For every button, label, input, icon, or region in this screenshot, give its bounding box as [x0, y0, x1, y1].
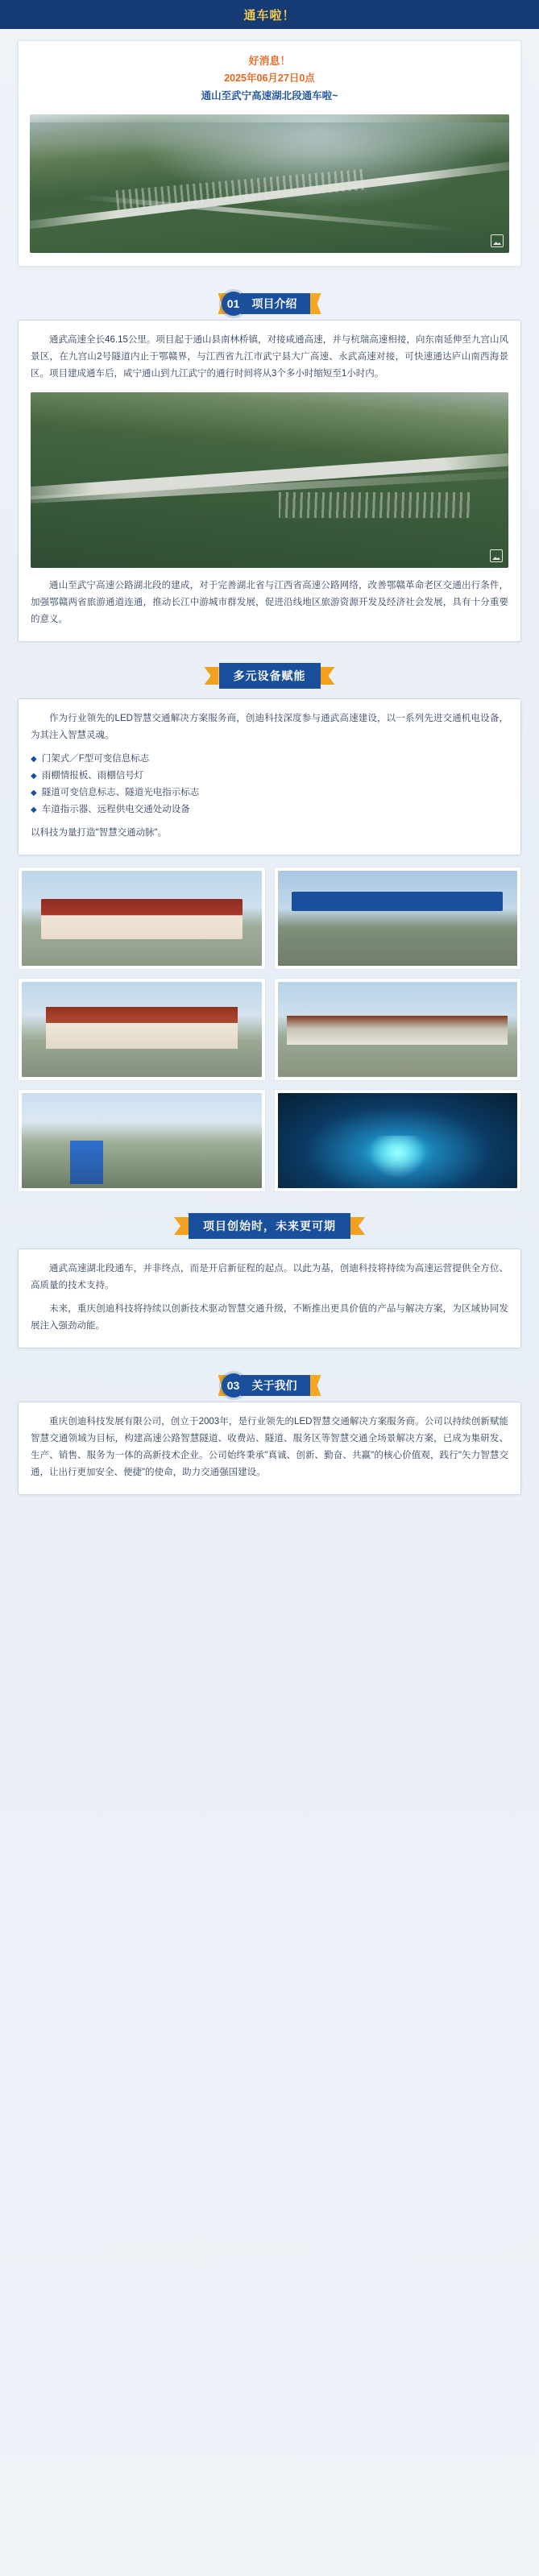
ribbon-tail-icon	[309, 1375, 321, 1396]
device-bullet-2-label: 雨棚情报板、雨棚信号灯	[41, 771, 144, 781]
hero-photo-highway	[30, 158, 509, 231]
devices-card	[18, 698, 521, 855]
ribbon-03	[218, 1373, 321, 1398]
outlook-paragraph-2: 未来，重庆创迪科技将持续以创新技术驱动智慧交通升级，不断推出更具价值的产品与解决方案，为区域协同发展注入强劲动能。	[31, 1304, 508, 1331]
section-title-02: 多元设备赋能	[219, 663, 321, 689]
hero-line-3: 通山至武宁高速湖北段通车啦~	[201, 90, 338, 101]
gallery-photo-6	[278, 1093, 518, 1188]
top-banner	[0, 0, 539, 29]
diamond-icon: ◆	[31, 789, 37, 797]
section-header-01	[0, 288, 539, 320]
section-header-mid	[0, 1213, 539, 1239]
device-bullet-3	[31, 785, 508, 801]
hero-line-2: 2025年06月27日0点	[224, 72, 315, 84]
ribbon-tail-icon	[309, 293, 321, 314]
diamond-icon: ◆	[31, 772, 37, 781]
devices-closing: 以科技为量打造"智慧交通动脉"。	[31, 828, 168, 838]
section-title-03: 关于我们	[241, 1375, 310, 1396]
section-header-02	[0, 663, 539, 689]
mid-title: 项目创始时，未来更可期	[189, 1213, 350, 1239]
intro-photo	[31, 392, 508, 568]
section-number-01: 01	[222, 292, 246, 316]
device-bullet-3-label: 隧道可变信息标志、隧道光电指示标志	[41, 788, 200, 797]
gallery-photo-3	[22, 982, 262, 1077]
hero-line-1: 好消息！	[248, 55, 291, 67]
outlook-paragraph-1: 通武高速湖北段通车，并非终点，而是开启新征程的起点。以此为基，创迪科技将持续为高速运营提供全方位、高质量的技术支持。	[31, 1264, 508, 1290]
gallery-item	[274, 867, 522, 970]
image-icon	[490, 549, 503, 562]
intro-photo-village	[279, 492, 470, 518]
device-bullet-4	[31, 801, 508, 818]
hero-photo	[30, 114, 509, 253]
gallery-photo-2	[278, 871, 518, 966]
about-paragraph: 重庆创迪科技发展有限公司，创立于2003年，是行业领先的LED智慧交通解决方案服务商。公司以持续创新赋能智慧交通领域为目标，构建高速公路智慧隧道、收费站、隧道、服务区等智慧交通全场景解决方案，已成为集研发、生产、销售、服务为一体的高新技术企业。公司始终秉承"真诚、创新、勤奋、共赢"的核心价值观，践行"矢力智慧交通，让出行更加安全、便捷"的使命，助力交通强国建设。	[31, 1417, 508, 1477]
device-gallery	[18, 867, 521, 1192]
devices-paragraph-1: 作为行业领先的LED智慧交通解决方案服务商，创迪科技深度参与通武高速建设，以一系列先进交通机电设备，为其注入智慧灵魂。	[31, 714, 508, 740]
gallery-photo-4	[278, 982, 518, 1077]
section-header-03	[0, 1369, 539, 1402]
about-card	[18, 1402, 521, 1495]
flag-left-icon	[205, 667, 219, 685]
device-bullet-1	[31, 751, 508, 768]
device-bullet-4-label: 车道指示器、远程供电交通处动设备	[41, 805, 190, 814]
diamond-icon: ◆	[31, 755, 37, 764]
diamond-icon: ◆	[31, 806, 37, 814]
intro-paragraph-2: 通山至武宁高速公路湖北段的建成，对于完善湖北省与江西省高速公路网络，改善鄂赣革命老区交通出行条件，加强鄂赣两省旅游通道连通，推动长江中游城市群发展，促进沿线地区旅游资源开发及经济社会发展，具有十分重要的意义。	[31, 581, 508, 624]
device-bullet-1-label: 门架式／F型可变信息标志	[41, 754, 150, 764]
flag-right-icon	[350, 1217, 365, 1235]
banner-title: 通车啦！	[243, 9, 296, 23]
hero-text-block	[30, 52, 509, 105]
section-number-03: 03	[222, 1373, 246, 1398]
device-bullet-2	[31, 768, 508, 785]
flag-left-icon	[174, 1217, 189, 1235]
flag-right-icon	[321, 667, 335, 685]
hero-card	[18, 40, 521, 267]
outlook-card	[18, 1249, 521, 1348]
gallery-item	[18, 1089, 266, 1192]
intro-paragraph-1: 通武高速全长46.15公里。项目起于通山县南林桥镇，对接咸通高速，并与杭瑞高速相接，向东南延伸至九宫山风景区，在九宫山2号隧道内止于鄂赣界，与江西省九江市武宁县大广高速、永武高速对接，可快速通达庐山南西海景区。项目建成通车后，咸宁通山到九江武宁的通行时间将从3个多小时缩短至1小时内。	[31, 335, 508, 379]
section-title-01: 项目介绍	[241, 293, 310, 314]
gallery-photo-1	[22, 871, 262, 966]
gallery-item	[18, 978, 266, 1081]
hero-photo-ridge	[30, 122, 509, 155]
gallery-item	[18, 867, 266, 970]
gallery-photo-5	[22, 1093, 262, 1188]
gallery-item	[274, 1089, 522, 1192]
image-icon	[491, 234, 504, 247]
intro-card	[18, 320, 521, 642]
ribbon-01	[218, 292, 321, 316]
gallery-item	[274, 978, 522, 1081]
